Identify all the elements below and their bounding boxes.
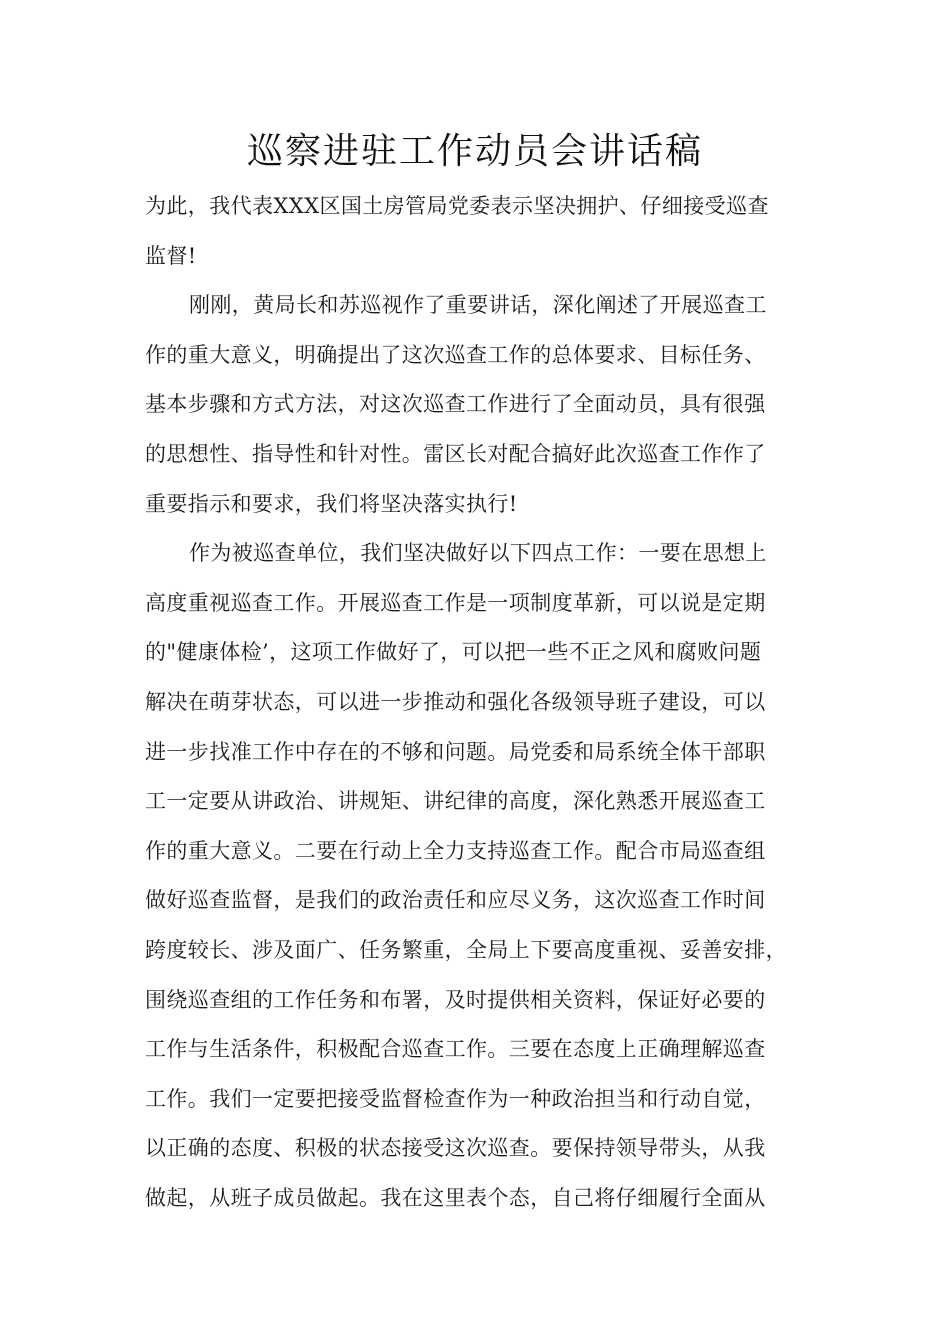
text-line: 的"健康体检’，这项工作做好了，可以把一些不正之风和腐败问题 (145, 640, 762, 665)
text-line: 工作。我们一定要把接受监督检查作为一种政治担当和行动自觉， (145, 1086, 766, 1111)
text-line: 重要指示和要求，我们将坚决落实执行! (145, 491, 518, 516)
text-line: 高度重视巡查工作。开展巡查工作是一项制度革新，可以说是定期 (145, 590, 766, 615)
paragraph-start-line: 刚刚，黄局长和苏巡视作了重要讲话，深化阐述了开展巡查工 (189, 293, 767, 318)
text-line: 围绕巡查组的工作任务和布署，及时提供相关资料，保证好必要的 (145, 987, 766, 1012)
text-line: 以正确的态度、积极的状态接受这次巡查。要保持领导带头，从我 (145, 1136, 766, 1161)
document-body (145, 182, 825, 1223)
text-line: 做起，从班子成员做起。我在这里表个态，自己将仔细履行全面从 (145, 1185, 766, 1210)
text-line: 作的重大意义。二要在行动上全力支持巡查工作。配合市局巡查组 (145, 838, 766, 863)
document-title: 巡察进驻工作动员会讲话稿 (246, 131, 703, 172)
text-line: 作的重大意义，明确提出了这次巡查工作的总体要求、目标任务、 (145, 342, 766, 367)
text-line: 监督! (145, 243, 197, 268)
text-line: 进一步找准工作中存在的不够和问题。局党委和局系统全体干部职 (145, 739, 766, 764)
text-line: 的思想性、指导性和针对性。雷区长对配合搞好此次巡查工作作了 (145, 441, 766, 466)
paragraph-start-line: 作为被巡查单位，我们坚决做好以下四点工作：一要在思想上 (189, 541, 767, 566)
text-line: 跨度较长、涉及面广、任务繁重，全局上下要高度重视、妥善安排， (145, 937, 787, 962)
text-line: 为此，我代表XXX区国土房管局党委表示坚决拥护、仔细接受巡查 (145, 194, 769, 218)
text-line: 解决在萌芽状态，可以进一步推动和强化各级领导班子建设，可以 (145, 689, 766, 714)
text-line: 基本步骤和方式方法，对这次巡查工作进行了全面动员，具有很强 (145, 392, 766, 417)
text-line: 做好巡查监督，是我们的政治责任和应尽义务，这次巡查工作时间 (145, 888, 766, 913)
text-line: 工作与生活条件，积极配合巡查工作。三要在态度上正确理解巡查 (145, 1037, 766, 1062)
text-line: 工一定要从讲政治、讲规矩、讲纪律的高度，深化熟悉开展巡查工 (145, 789, 766, 814)
